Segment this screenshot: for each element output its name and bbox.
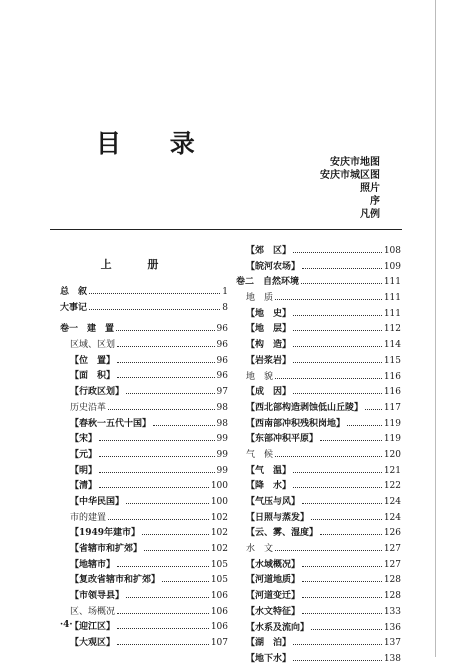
dot-leader [293, 660, 382, 661]
toc-entry-title: 【明】 [70, 465, 98, 476]
toc-entry-title: 【地辖市】 [70, 559, 116, 570]
toc-entry-title: 【郊 区】 [246, 246, 292, 256]
toc-entry [60, 494, 228, 510]
toc-entry-title: 【市领导县】 [70, 591, 125, 602]
toc-entry-title: 【云、雾、湿度】 [246, 528, 319, 539]
toc-entry [60, 525, 228, 541]
toc-entry [60, 635, 228, 651]
dot-leader [275, 550, 382, 551]
toc-entry-page: 99 [216, 449, 228, 460]
toc-entry-page: 99 [216, 465, 228, 476]
toc-entry-title: 【西南部冲积残积岗地】 [246, 418, 346, 429]
toc-entry-page: 128 [383, 575, 401, 586]
toc-entry-page: 120 [383, 449, 401, 460]
toc-entry [60, 478, 228, 494]
toc-entry-page: 100 [210, 481, 228, 492]
dot-leader [89, 293, 220, 294]
dot-leader [275, 299, 382, 300]
toc-entry-page: 108 [383, 246, 401, 256]
toc-entry-page: 138 [383, 653, 401, 664]
toc-entry-title: 【水文特征】 [246, 606, 301, 617]
toc-entry-page: 111 [383, 293, 401, 304]
toc-entry-page: 136 [383, 622, 401, 633]
toc-entry-title: 【大观区】 [70, 638, 116, 649]
toc-entry [236, 635, 401, 651]
toc-entry-title: 地 质 [246, 293, 274, 304]
toc-entry [236, 541, 401, 557]
toc-entry [236, 572, 401, 588]
dot-leader [301, 283, 382, 284]
dot-leader [117, 613, 209, 614]
toc-entry-page: 109 [383, 261, 401, 272]
toc-entry [236, 369, 401, 385]
toc-entry [60, 557, 228, 573]
toc-entry-title: 【水域概况】 [246, 559, 301, 570]
dot-leader [293, 252, 382, 253]
toc-entry-title: 【河道变迁】 [246, 591, 301, 602]
toc-entry-title: 【水系及流向】 [246, 622, 310, 633]
dot-leader [293, 393, 382, 394]
dot-leader [275, 378, 382, 379]
toc-entry-page: 115 [383, 355, 401, 366]
toc-entry [236, 510, 401, 526]
dot-leader [302, 503, 382, 504]
toc-entry-title: 卷二 自然环境 [236, 277, 300, 288]
toc-entry-title: 大事记 [60, 302, 88, 313]
toc-entry-page: 106 [210, 606, 228, 617]
dot-leader [108, 409, 215, 410]
toc-entry-title: 【日照与蒸发】 [246, 512, 310, 523]
toc-entry [236, 463, 401, 479]
toc-entry-title: 总 叙 [60, 287, 88, 297]
toc-entry-page: 116 [383, 387, 401, 398]
toc-entry-title: 【皖河农场】 [246, 261, 301, 272]
toc-entry-page: 97 [216, 387, 228, 398]
toc-entry-title: 【中华民国】 [70, 496, 125, 507]
toc-entry-title: 【省辖市和扩郊】 [70, 544, 143, 554]
toc-entry-page: 107 [210, 638, 228, 649]
toc-entry [60, 400, 228, 416]
toc-entry-title: 市的建置 [70, 512, 107, 523]
dot-leader [117, 346, 215, 347]
toc-entry [236, 400, 401, 416]
toc-entry-title: 【行政区划】 [70, 387, 125, 398]
front-matter-item: 安庆市城区图 [320, 170, 380, 181]
toc-entry-page: 96 [216, 355, 228, 366]
toc-entry [60, 447, 228, 463]
toc-entry-title: 水 文 [246, 544, 274, 555]
toc-entry-title: 【宋】 [70, 434, 98, 445]
dot-leader [99, 487, 209, 488]
toc-entry [236, 478, 401, 494]
toc-entry [60, 384, 228, 400]
dot-leader [302, 597, 382, 598]
dot-leader [311, 629, 382, 630]
toc-entry-page: 98 [216, 418, 228, 429]
toc-entry-page: 114 [383, 340, 401, 351]
toc-entry [60, 572, 228, 588]
toc-entry [236, 274, 401, 290]
toc-entry-list [236, 243, 401, 667]
toc-entry-page: 102 [210, 512, 228, 523]
dot-leader [117, 377, 215, 378]
toc-entry [60, 300, 228, 316]
toc-entry-page: 112 [383, 324, 401, 335]
toc-entry-title: 【湖 泊】 [246, 638, 292, 649]
toc-entry-page: 111 [383, 308, 401, 319]
toc-entry [236, 290, 401, 306]
dot-leader [302, 581, 382, 582]
dot-leader [126, 393, 215, 394]
toc-entry [236, 447, 401, 463]
toc-entry-title: 【河道地质】 [246, 575, 301, 586]
toc-entry-page: 117 [383, 402, 401, 413]
dot-leader [320, 440, 382, 441]
front-matter-item: 序 [370, 196, 380, 207]
dot-leader [89, 309, 220, 310]
toc-entry [60, 588, 228, 604]
toc-entry-page: 105 [210, 559, 228, 570]
dot-leader [302, 566, 382, 567]
toc-entry-title: 地 貌 [246, 371, 274, 382]
front-matter-list [320, 156, 380, 221]
toc-entry [236, 588, 401, 604]
toc-entry-title: 【元】 [70, 449, 98, 460]
dot-leader [153, 425, 215, 426]
dot-leader [116, 330, 215, 331]
toc-entry [236, 416, 401, 432]
toc-entry-title: 【面 积】 [70, 371, 116, 382]
dot-leader [302, 268, 382, 269]
toc-entry-page: 98 [216, 402, 228, 413]
toc-entry-page: 102 [210, 544, 228, 554]
toc-entry-title: 【复改省辖市和扩郊】 [70, 575, 161, 586]
toc-entry-title: 【1949年建市】 [70, 528, 141, 539]
toc-entry-page: 96 [216, 340, 228, 351]
dot-leader [108, 519, 209, 520]
toc-entry [60, 416, 228, 432]
toc-entry-page: 102 [210, 528, 228, 539]
divider-rule [50, 229, 402, 230]
toc-entry [60, 353, 228, 369]
dot-leader [99, 440, 215, 441]
toc-entry-page: 124 [383, 512, 401, 523]
page-number: ·4· [60, 620, 73, 630]
toc-entry [236, 651, 401, 667]
toc-entry [236, 259, 401, 275]
dot-leader [320, 534, 382, 535]
dot-leader [302, 613, 382, 614]
toc-entry-title: 【岩浆岩】 [246, 355, 292, 366]
toc-entry-title: 【地 史】 [246, 308, 292, 319]
toc-entry-page: 127 [383, 559, 401, 570]
toc-entry-title: 区域、区划 [70, 340, 116, 351]
toc-entry-page: 122 [383, 481, 401, 492]
toc-entry-title: 【西北部构造剥蚀低山丘陵】 [246, 402, 364, 413]
toc-entry [60, 463, 228, 479]
toc-entry-list [60, 284, 228, 651]
toc-entry-title: 气 候 [246, 449, 274, 460]
toc-entry-page: 128 [383, 591, 401, 602]
toc-entry-page: 100 [210, 496, 228, 507]
toc-entry-title: 【位 置】 [70, 355, 116, 366]
toc-entry-title: 区、场概况 [70, 606, 116, 617]
toc-entry [60, 368, 228, 384]
dot-leader [126, 597, 209, 598]
dot-leader [293, 330, 382, 331]
toc-entry [60, 541, 228, 557]
toc-entry-title: 历史沿革 [70, 402, 107, 413]
front-matter-item: 安庆市地图 [330, 157, 380, 168]
toc-entry [60, 321, 228, 337]
toc-entry-title: 【气压与风】 [246, 497, 301, 507]
toc-entry-page: 119 [383, 434, 401, 445]
toc-entry-page: 121 [383, 465, 401, 476]
volume-title: 上 册 [100, 258, 175, 271]
toc-entry [236, 604, 401, 620]
toc-entry [236, 337, 401, 353]
dot-leader [99, 472, 215, 473]
toc-entry [236, 494, 401, 510]
toc-entry [60, 510, 228, 526]
toc-entry-page: 96 [216, 371, 228, 382]
toc-entry-title: 【清】 [70, 481, 98, 492]
dot-leader [162, 581, 209, 582]
toc-entry [236, 353, 401, 369]
dot-leader [311, 519, 382, 520]
toc-entry-page: 8 [222, 302, 228, 313]
toc-entry-page: 105 [210, 575, 228, 586]
dot-leader [293, 472, 382, 473]
toc-entry-title: 【地 层】 [246, 324, 292, 335]
dot-leader [293, 644, 382, 645]
front-matter-item: 照片 [360, 183, 380, 194]
toc-entry-title: 卷一 建 置 [60, 324, 115, 335]
toc-entry-page: 127 [383, 544, 401, 555]
toc-entry-page: 133 [383, 606, 401, 617]
toc-entry [60, 619, 228, 635]
dot-leader [347, 425, 382, 426]
toc-entry-page: 96 [216, 324, 228, 335]
toc-entry-page: 111 [383, 277, 401, 288]
dot-leader [117, 566, 209, 567]
toc-entry-title: 【气 温】 [246, 465, 292, 476]
page-title: 目 录 [96, 129, 215, 158]
toc-entry-page: 106 [210, 622, 228, 633]
dot-leader [365, 409, 382, 410]
toc-entry-page: 137 [383, 638, 401, 649]
toc-entry [236, 431, 401, 447]
toc-entry-page: 1 [222, 287, 228, 297]
toc-entry [236, 321, 401, 337]
toc-entry [236, 243, 401, 259]
toc-entry [236, 525, 401, 541]
dot-leader [144, 550, 209, 551]
toc-entry [60, 431, 228, 447]
front-matter-item: 凡例 [360, 209, 380, 220]
toc-entry-title: 【降 水】 [246, 481, 292, 492]
toc-entry [236, 306, 401, 322]
toc-entry [236, 557, 401, 573]
dot-leader [117, 644, 209, 645]
dot-leader [275, 456, 382, 457]
toc-entry [60, 337, 228, 353]
toc-entry-page: 99 [216, 434, 228, 445]
dot-leader [142, 534, 209, 535]
dot-leader [117, 362, 215, 363]
toc-entry-title: 【东部冲积平原】 [246, 434, 319, 445]
dot-leader [117, 628, 209, 629]
toc-entry [236, 620, 401, 636]
dot-leader [293, 315, 382, 316]
toc-entry-title: 【地下水】 [246, 653, 292, 664]
dot-leader [126, 503, 209, 504]
toc-entry-title: 【成 因】 [246, 387, 292, 398]
toc-entry-page: 124 [383, 497, 401, 507]
page-edge-line [435, 0, 436, 657]
toc-entry-title: 【构 造】 [246, 340, 292, 351]
toc-entry-page: 126 [383, 528, 401, 539]
dot-leader [293, 346, 382, 347]
dot-leader [293, 487, 382, 488]
dot-leader [99, 456, 215, 457]
dot-leader [293, 362, 382, 363]
toc-entry-page: 106 [210, 591, 228, 602]
toc-entry-title: 【春秋一五代十国】 [70, 418, 152, 429]
toc-entry-title: 【迎江区】 [70, 622, 116, 633]
toc-entry [236, 384, 401, 400]
toc-entry-page: 116 [383, 371, 401, 382]
toc-entry [60, 284, 228, 300]
toc-entry-page: 119 [383, 418, 401, 429]
toc-entry [60, 604, 228, 620]
